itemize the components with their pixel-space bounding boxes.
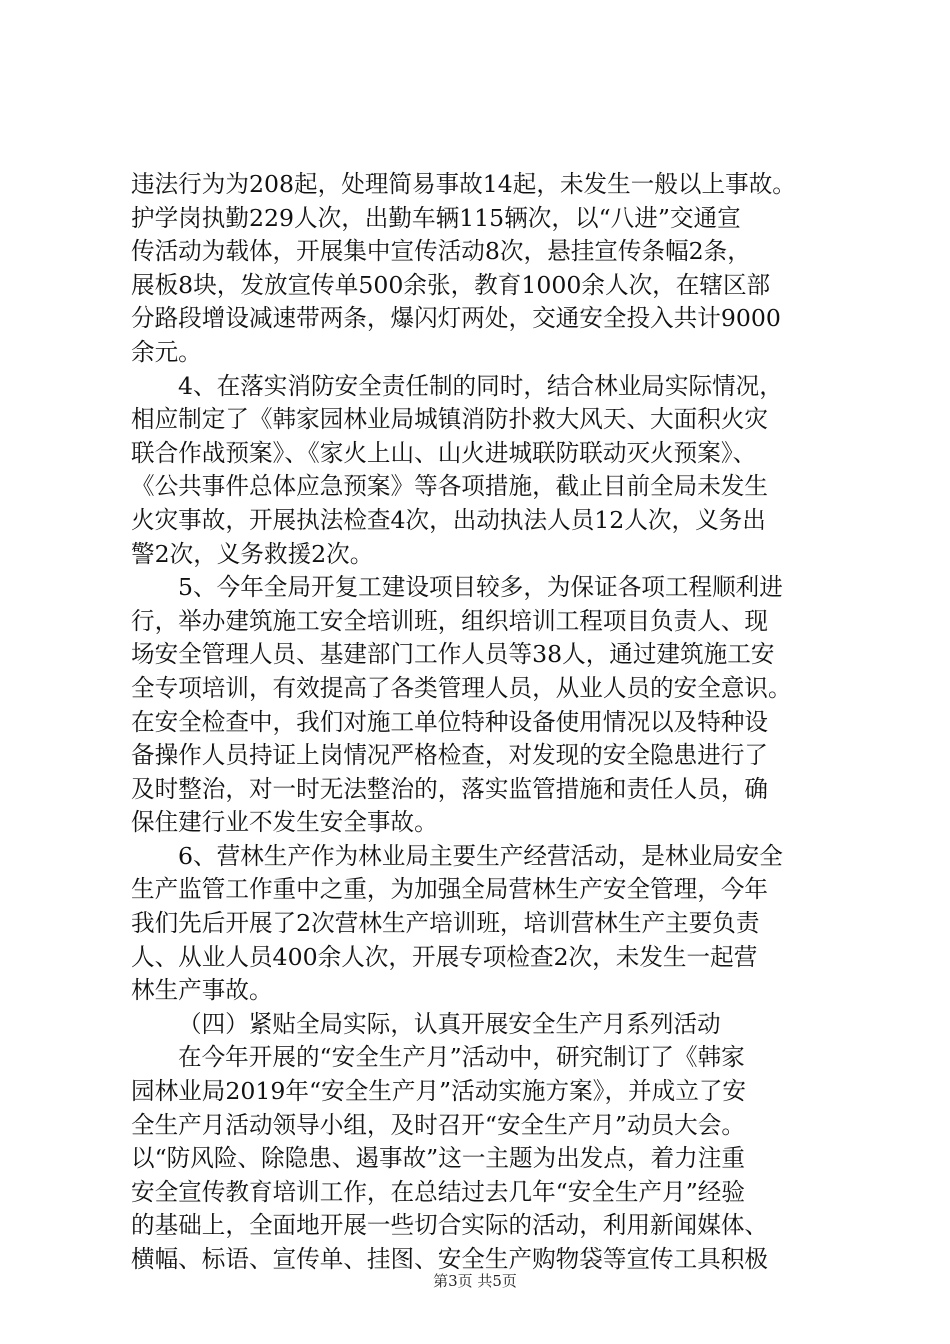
body-line: 护学岗执勤229人次，出勤车辆115辆次，以“八进”交通宣: [131, 203, 741, 232]
body-line: 火灾事故，开展执法检查4次，出动执法人员12人次，义务出: [131, 505, 766, 534]
body-line: 横幅、标语、宣传单、挂图、安全生产购物袋等宣传工具积极: [131, 1245, 769, 1273]
body-line: 行，举办建筑施工安全培训班，组织培训工程项目负责人、现: [131, 606, 769, 635]
body-line: 园林业局2019年“安全生产月”活动实施方案》，并成立了安: [131, 1077, 747, 1106]
document-body: [131, 168, 831, 1277]
body-line: 备操作人员持证上岗情况严格检查，对发现的安全隐患进行了: [131, 741, 769, 770]
body-line: 全专项培训，有效提高了各类管理人员，从业人员的安全意识。: [131, 673, 792, 702]
paragraph-start-line: 6、营林生产作为林业局主要生产经营活动，是林业局安全: [178, 841, 783, 870]
paragraph-start-line: 在今年开展的“安全生产月”活动中，研究制订了《韩家: [178, 1043, 745, 1072]
body-line: 联合作战预案》、《家火上山、山火进城联防联动灭火预案》、: [131, 438, 757, 467]
body-line: 全生产月活动领导小组，及时召开“安全生产月”动员大会。: [131, 1110, 745, 1139]
body-line: 传活动为载体，开展集中宣传活动8次，悬挂宣传条幅2条，: [131, 237, 751, 266]
page-number-footer: 第3页 共5页: [433, 1272, 517, 1290]
body-line: 林生产事故。: [131, 976, 273, 1005]
body-line: 我们先后开展了2次营林生产培训班，培训营林生产主要负责: [131, 909, 760, 938]
paragraph-start-line: 4、在落实消防安全责任制的同时，结合林业局实际情况，: [178, 371, 783, 400]
body-line: 违法行为为208起，处理简易事故14起，未发生一般以上事故。: [131, 170, 796, 198]
body-line: 在安全检查中，我们对施工单位特种设备使用情况以及特种设: [131, 707, 769, 736]
body-line: 生产监管工作重中之重，为加强全局营林生产安全管理，今年: [131, 875, 769, 904]
body-line: 安全宣传教育培训工作，在总结过去几年“安全生产月”经验: [131, 1177, 745, 1206]
body-line: 的基础上，全面地开展一些切合实际的活动，利用新闻媒体、: [131, 1211, 769, 1240]
body-line: 展板8块，发放宣传单500余张，教育1000余人次，在辖区部: [131, 270, 771, 299]
body-line: 警2次，义务救援2次。: [131, 539, 374, 568]
section-heading: （四）紧贴全局实际，认真开展安全生产月系列活动: [178, 1009, 721, 1038]
body-line: 《公共事件总体应急预案》等各项措施，截止目前全局未发生: [131, 472, 769, 501]
body-line: 场安全管理人员、基建部门工作人员等38人，通过建筑施工安: [131, 640, 775, 669]
paragraph-start-line: 5、今年全局开复工建设项目较多，为保证各项工程顺利进: [178, 573, 783, 602]
body-line: 余元。: [131, 337, 202, 366]
body-line: 以“防风险、除隐患、遏事故”这一主题为出发点，着力注重: [131, 1144, 745, 1173]
body-line: 及时整治，对一时无法整治的，落实监管措施和责任人员，确: [131, 774, 769, 803]
body-line: 保住建行业不发生安全事故。: [131, 808, 438, 837]
body-line: 人、从业人员400余人次，开展专项检查2次，未发生一起营: [131, 942, 758, 971]
body-line: 分路段增设减速带两条，爆闪灯两处，交通安全投入共计9000: [131, 304, 781, 333]
body-line: 相应制定了《韩家园林业局城镇消防扑救大风天、大面积火灾: [131, 405, 769, 434]
